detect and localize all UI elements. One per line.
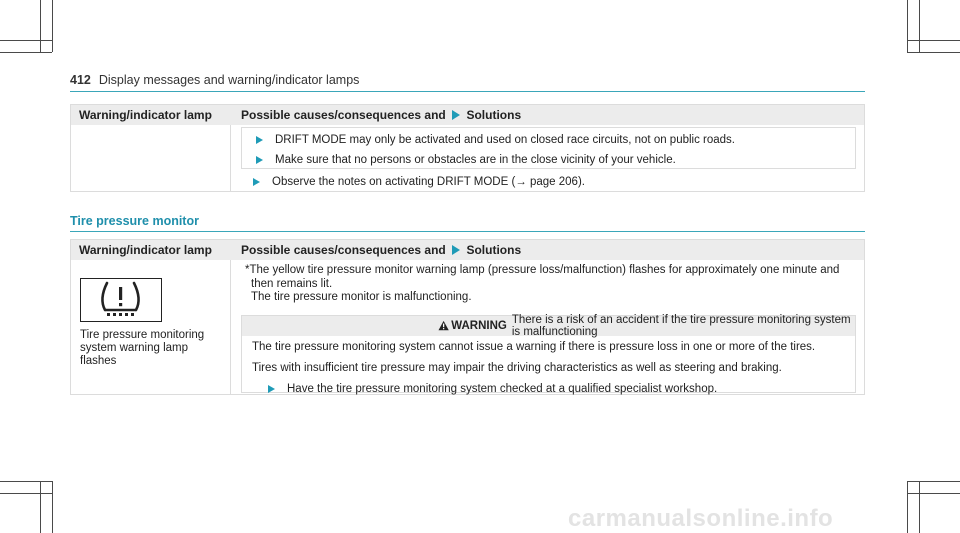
cause-line: *The yellow tire pressure monitor warning lamp (pressure loss/malfunction) flashes for approximately one minute and — [245, 264, 840, 276]
col-header-causes-text: Possible causes/consequences and — [241, 243, 446, 257]
col-header-causes-text: Possible causes/consequences and — [241, 108, 446, 122]
step-text: Observe the notes on activating DRIFT MODE (→ page 206). — [272, 176, 585, 188]
table-row — [71, 125, 864, 191]
running-header — [70, 73, 359, 87]
col-header-causes — [231, 240, 864, 260]
header-rule — [70, 91, 865, 92]
page-number: 412 — [70, 73, 91, 87]
lamp-label-line: Tire pressure monitoring — [80, 329, 205, 341]
table-row — [71, 260, 864, 394]
tire-pressure-table — [70, 239, 865, 395]
warning-triangle-icon — [438, 319, 449, 332]
section-rule — [70, 231, 865, 232]
warning-body — [242, 336, 855, 397]
watermark: carmanualsonline.info — [568, 505, 834, 532]
step-item — [256, 153, 855, 168]
step-item — [241, 175, 856, 190]
cause-text — [245, 264, 856, 305]
cause-line: then remains lit. — [251, 277, 333, 290]
play-arrow-icon — [452, 110, 460, 120]
inner-steps-box — [241, 127, 856, 169]
col-header-lamp: Warning/indicator lamp — [79, 108, 212, 122]
lamp-label-line: system warning lamp — [80, 342, 189, 354]
step-text: Make sure that no persons or obstacles are in the close vicinity of your vehicle. — [275, 154, 676, 166]
warning-headline: There is a risk of an accident if the tire pressure monitoring system is malfunctioning — [511, 313, 851, 338]
warning-paragraph: The tire pressure monitoring system cannot issue a warning if there is pressure loss in one or more of the tires. — [252, 340, 816, 353]
warning-label: WARNING — [451, 319, 507, 332]
table-header — [71, 105, 864, 125]
col-header-causes — [231, 105, 864, 125]
play-arrow-icon — [256, 156, 263, 164]
warning-paragraph: Tires with insufficient tire pressure may impair the driving characteristics as well as steering and braking. — [252, 361, 782, 374]
step-text: DRIFT MODE may only be activated and used on closed race circuits, not on public roads. — [275, 134, 736, 146]
warning-box — [241, 315, 856, 393]
step-item — [256, 133, 855, 148]
cause-line: The tire pressure monitor is malfunctioning. — [251, 291, 472, 303]
play-arrow-icon — [256, 136, 263, 144]
table-header — [71, 240, 864, 260]
play-arrow-icon — [268, 385, 275, 393]
step-text: Have the tire pressure monitoring system checked at a qualified specialist workshop. — [287, 382, 718, 395]
drift-mode-table — [70, 104, 865, 192]
col-header-lamp: Warning/indicator lamp — [79, 243, 212, 257]
play-arrow-icon — [452, 245, 460, 255]
warning-header — [242, 313, 855, 338]
lamp-label-line: flashes — [80, 355, 117, 367]
step-item — [252, 382, 855, 397]
play-arrow-icon — [253, 178, 260, 186]
tire-pressure-warning-icon — [80, 278, 162, 322]
lamp-label — [80, 329, 204, 368]
col-header-solutions: Solutions — [466, 108, 522, 122]
col-header-solutions: Solutions — [466, 243, 522, 257]
section-title: Tire pressure monitor — [70, 214, 199, 228]
header-title: Display messages and warning/indicator lamps — [98, 73, 360, 87]
